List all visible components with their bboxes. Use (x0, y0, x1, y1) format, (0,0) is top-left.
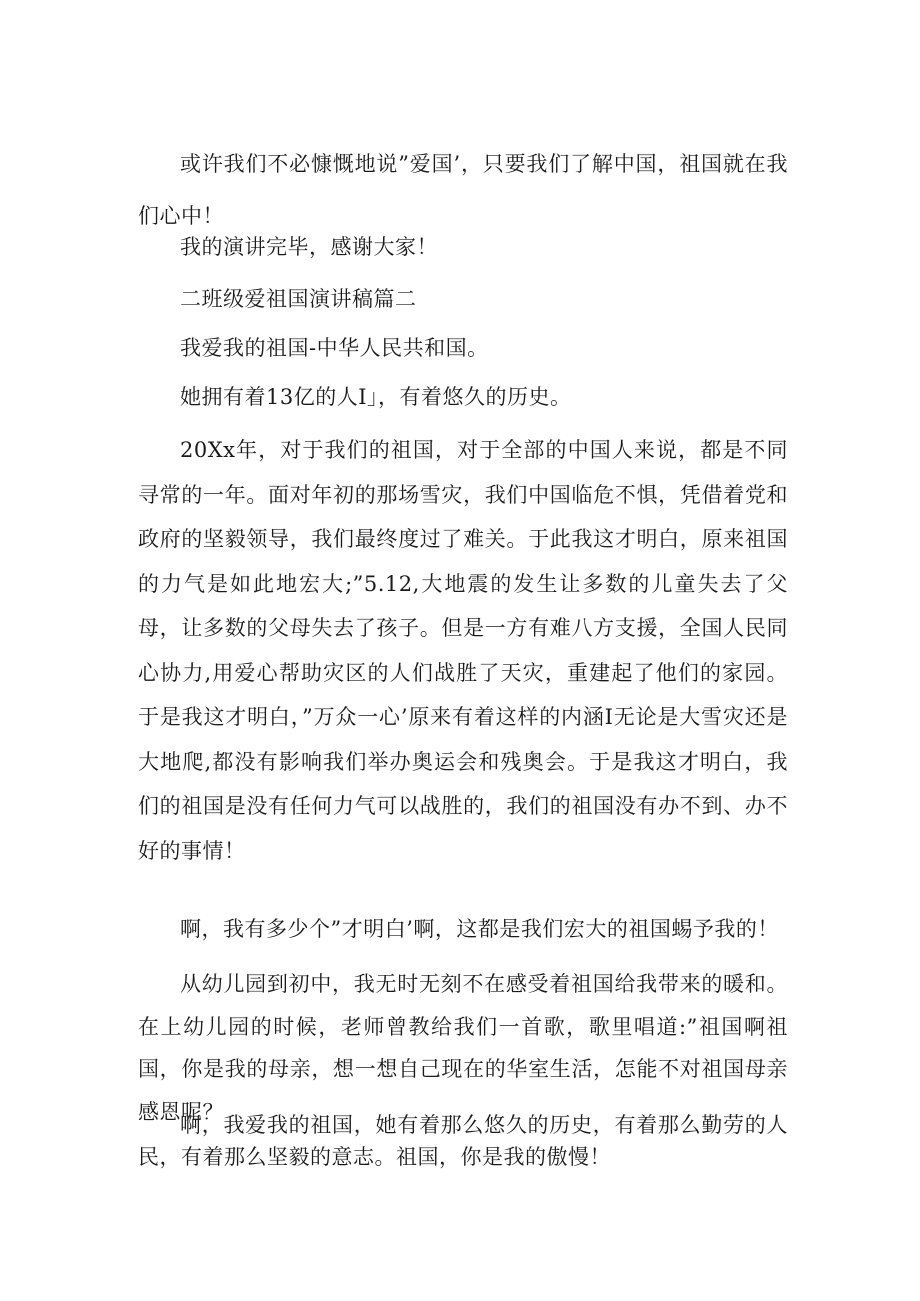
paragraph-population: 她拥有着13亿的人I」，有着悠久的历史。 (180, 385, 572, 409)
paragraph-conclusion: 啊，我爱我的祖国，她有着那么悠久的历史，有着那么勤劳的人民，有着那么坚毅的意志。祖国，你是我的傲慢！ (138, 1113, 788, 1169)
paragraph-year-events: 20Xx年，对于我们的祖国，对于全部的中国人来说，都是不同寻常的一年。面对年初的那场雪灾，我们中国临危不惧，凭借着党和政府的坚毅领导，我们最终度过了难关。于此我这才明白，原来祖国的力气是如此地宏大;”5.12,大地震的发生让多数的儿童失去了父母，让多数的父母失去了孩子。但是一方有难八方支援，全国人民同心协力,用爱心帮助灾区的人们战胜了天灾，重建起了他们的家园。于是我这才明白，”万众一心’原来有着这样的内涵I无论是大雪灾还是大地爬,都没有影响我们举办奥运会和残奥会。于是我这才明白，我们的祖国是没有任何力气可以战胜的，我们的祖国没有办不到、办不好的事情！ (138, 438, 788, 863)
paragraph-thanks: 我的演讲完毕，感谢大家！ (180, 235, 438, 259)
paragraph-closing-remark: 或许我们不必慷慨地说”爱国’，只要我们了解中国，祖国就在我们心中！ (138, 152, 788, 228)
paragraph-childhood: 从幼儿园到初中，我无时无刻不在感受着祖国给我带来的暖和。在上幼儿园的时候，老师曾教给我们一首歌，歌里唱道:”祖国啊祖国，你是我的母亲，想一想自己现在的华室生活，怎能不对祖国母亲感恩呢？ (138, 972, 788, 1124)
paragraph-realization: 啊，我有多少个”才明白’啊，这都是我们宏大的祖国蜴予我的！ (180, 917, 779, 941)
section-heading: 二班级爱祖国演讲稿篇二 (180, 287, 417, 311)
paragraph-intro: 我爱我的祖国-中华人民共和国。 (180, 336, 489, 360)
